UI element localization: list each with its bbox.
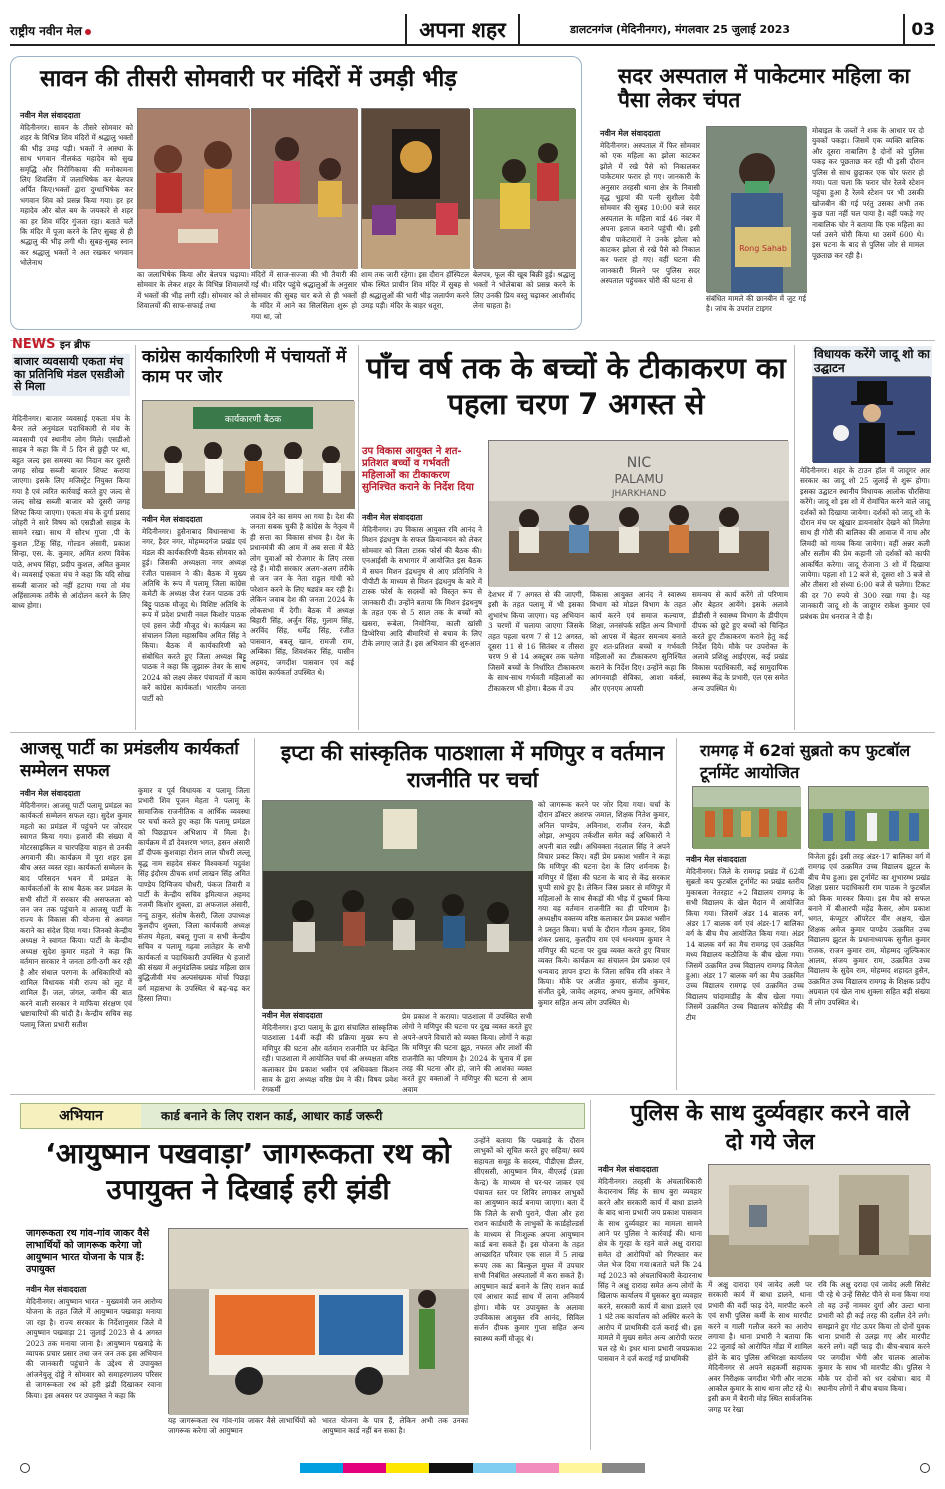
magic-body: मेदिनीनगर। शहर के टाउन हॉल में जादूगर आर सरकार का जादू शो 25 जुलाई से शुरू होगा। इसका उद्घाटन स्थानीय विधायक आलोक चौरसिया करेंगे। जादू शो इस शो में रोमांचित करने वाले जादू दर्शकों को दिखाया जायेगा। दर्शकों को जादू शो के दौरान मंच पर खूंखार डायनासोर देखने को मिलेगा साथ ही गोरी की बालिका की आवाज में नाच और लिमदी को गायब किया जायेगा। वहीं अन्नर कली और सलीम की प्रेम कहानी जो दर्शकों को काफी आकर्षित करेगा। जादू रोजाना 3 शो में दिखाया जायेगा। पहला शो 12 बजे से, दूसरा शो 3 बजे से और तीसरा शो संध्या 6:00 बजे से चलेगा। टिकट की दर 70 रुपये से 300 रखा गया है। यह जानकारी जादू शो के जादूगर राकेश कुमार एवं प्रबंधक प्रेम धनराज ने दी है।: [800, 466, 930, 621]
ayushman-col-1: नवीन मेल संवाददाता मेदिनीनगर। आयुष्मान भारत - मुख्यमंत्री जन आरोग्य योजना के तहत जिले में आयुष्मान पखवाड़ा मनाया जा रहा है। राज्य सरकार के निर्देशानुसार जिले में आयुष्मान पखवाड़ा 21 जुलाई 2023 से 4 अगस्त 2023 तक मनाया जाना है। आयुष्मान पखवाड़े के व्यापक प्रचार प्रसार तथा जन जन तक इस अभियान की जानकारी पहुंचाने के उद्देश्य से उपायुक्त आंजनेयुलू दोड्डे ने सोमवार को समाहरणालय परिसर से जागरूकता रथ को हरी झंडी दिखाकर रवाना किया। इस अवसर पर उपायुक्त ने कहा कि: [26, 1285, 162, 1400]
wall-text-nic: NIC: [626, 455, 652, 471]
sawan-photo-1: [137, 108, 249, 268]
color-calibration-strip: [300, 1463, 645, 1473]
ayushman-col-4: उन्होंने बताया कि पखवाड़े के दौरान लाभुकों को सूचित करते हुए सहिया/ स्वयं सहायता समूह के सदस्य, पीडीएस डीलर, सीएससी, आयुष्मान मित्र, वीएलई (प्रज्ञा केन्द्र) के माध्यम से घर-घर जाकर एवं पंचायत स्तर पर शिविर लगाकर लाभुकों का आयुष्मान कार्ड बनाया जाएगा। बता दें कि जिले के सभी पुराने, पीला और हरा राशन कार्डधारी के लाभुकों के कार्डहोल्डर्स के माध्यम से निःशुल्क अपना आयुष्मान कार्ड बना सकते हैं। इस योजना के तहत आच्छादित परिवार एक साल में 5 लाख रूपए तक का बिल्कुल मुफ्त में उपचार सभी निबंधित अस्पतालों में करा सकते हैं। आयुष्मान कार्ड बनाने के लिए राशन कार्ड एवं आधार कार्ड साथ में लाना अनिवार्य होगा। मौके पर उपायुक्त के अलावा उपविकास आयुक्त रवि आनंद, सिविल सर्जन दीपक कुमार गुप्ता सहित अन्य स्वास्थ्य कर्मी मौजूद थे।: [474, 1136, 584, 1343]
masthead-brand: राष्ट्रीय नवीन मेल: [10, 22, 91, 39]
ayushman-byline: नवीन मेल संवाददाता: [26, 1285, 87, 1294]
page-header: [10, 14, 935, 46]
football-photo: [692, 786, 800, 848]
vaccination-col-2: देशभर में 7 अगस्त से की जाएगी, इसी के तहत पलामू में भी इसका शुभारंभ किया जाएगा। यह अभियान 3 चरणों में चलाया जाएगा जिसके तहत पहला चरण 7 से 12 अगस्त, दूसरा 11 से 16 सितंबर व तीसरा चरण 9 से 14 अक्टूबर तक चलेगा जिसमें बच्चों के निर्धारित टीकाकरण के साथ-साथ गर्भवती महिलाओं का टीकाकरण भी होगा। बैठक में उप: [488, 590, 584, 693]
bag-label: Rong Sahab: [739, 244, 787, 253]
wall-text-jharkhand: JHARKHAND: [611, 489, 667, 499]
column-rule: [135, 345, 136, 730]
hospital-photo: [706, 126, 806, 292]
sawan-photo-2: [251, 108, 357, 268]
vaccination-photo: [488, 440, 788, 586]
column-rule: [794, 345, 795, 730]
registration-mark-icon: [920, 1463, 930, 1473]
congress-col-2: जवाब देने का समय आ गया है। देश की जनता सबक चुकी है कांग्रेस के नेतृत्व में ही सत्ता का विकास संभव है। देश के प्रधानमंत्री की आम में अब सत्ता में बैठे लोग युवाओं को रोजगार के लिए तरस रहे हैं। मोदी सरकार अलग-अलग तरीके से जन जन के नेता राहुल गांधी को परेशान करने के लिए षड्यंत्र कर रही है। लेकिन जवाब देश की जनता 2024 के लोकसभा में देगी। बैठक में अध्यक्ष बिहारी सिंह, अर्जुन सिंह, गुलाम सिंह, अरविंद सिंह, धर्मेंद्र सिंह, रंजीत पासवान, बबलू खान, रामजी राम, अम्बिका सिंह, शिवशंकर सिंह, यासीन अहमद, जगदीश पासवान एवं कई कांग्रेस कार्यकर्ता उपस्थित थे।: [250, 512, 354, 678]
hospital-byline: नवीन मेल संवाददाता: [600, 129, 661, 138]
sawan-headline: सावन की तीसरी सोमवारी पर मंदिरों में उमड़ी भीड़: [40, 66, 457, 92]
police-col-2: में अक्षु दारादा एवं जावेद अली पर सरकारी कार्य में बाधा डालने, थाना प्रभारी की वर्दी फाड़ देने, मारपीट करने एवं सभी पुलिस कर्मी के साथ मारपीट करने व गाली गलौज करने का आरोप लगाया है। थाना प्रभारी ने बताया कि 22 जुलाई को आरोपित गोंडा में शामिल होने के बाद पुलिस अभिरक्षा कार्यालय मेदिनीनगर से अपने सहकर्मी सहायक अवर निरीक्षक जगदीश भेंगी और नाटक आकौल कुमार के साथ थाना लौट रहे थे। इसी क्रम में बैरानी मोड़ स्थित सार्वजनिक जगह पर रेखा: [708, 1280, 812, 1414]
vaccination-col-1: नवीन मेल संवाददाता मेदिनीनगर। उप विकास आयुक्त रवि आनंद ने मिशन इंद्रधनुष के सफल क्रियान्वयन को लेकर सोमवार को जिला टास्क फोर्स की बैठक की। एनआईसी के सभागार में आयोजित इस बैठक में सघन मिशन इंद्रधनुष से आए प्रतिनिधि ने पीपीटी के माध्यम से मिशन इंद्रधनुष के बारे में टास्क फोर्स के सदस्यों को विस्तृत रूप से जानकारी दी। उन्होंने बताया कि मिशन इंद्रधनुष के तहत एक से 5 साल तक के बच्चों को खसरा, रूबेला, निमोनिया, काली खांसी डिप्थेरिया आदि बीमारियों से बचाव के लिए टीके लगाए जाते हैं। इस अभियान की शुरुआत: [362, 513, 482, 649]
hospital-headline: सदर अस्पताल में पाकेटमार महिला का पैसा लेकर चंपत: [618, 64, 910, 113]
football-col-2: विजेता हुई। इसी तरह अंडर-17 बालिका वर्ग में रामगढ़ एवं उत्क्रमित उच्च विद्यालय झूटल के बीच मैच हुआ। इस टूर्नामेंट का शुभारम्भ प्रखंड शिक्षा प्रसार पदाधिकारी राम पाठक ने फुटबॉल को किक मारकर किया। इस मैच को सफल बनाने में बीआरपी महेंद्र कैसर, ओम प्रकाश भगत, कंप्यूटर ऑपरेटर वीर अक्षय, खेल शिक्षक अमेज कुमार पाण्डेय उत्क्रमित उच्च विद्यालय झुटल के प्रधानाध्यापक सुनील कुमार राजक, राजन कुमार राम, मोहम्मद जुल्फिकार आलम, संजय कुमार राम, उत्क्रमित उच्च विद्यालय के सुदेव राम, मोहम्मद शहादत हुसैन, उत्क्रमित उच्च विद्यालय रामगढ़ के शिक्षक प्रदीप अग्रवाल एवं खेल नाथ शुक्ला सहित बड़ी संख्या में लोग उपस्थित थे।: [808, 852, 930, 1007]
vaccination-byline: नवीन मेल संवाददाता: [362, 513, 423, 522]
wall-text-palamu: PALAMU: [614, 472, 664, 486]
dateline: डालटनगंज (मेदिनीनगर), मंगलवार 25 जुलाई 2023: [570, 23, 791, 36]
ayushman-col-3: भारत योजना के पात्र हैं, लेकिन अभी तक उनका आयुष्मान कार्ड नहीं बन सका है।: [322, 1416, 468, 1436]
column-rule: [358, 345, 359, 730]
magic-headline: विधायक करेंगे जादू शो का उद्घाटन: [812, 346, 932, 378]
sawan-col-1: नवीन मेल संवाददाता मेदिनीनगर। सावन के तीसरे सोमवार को शहर के विभिन्न शिव मंदिरों में श्रद्धालु भक्तों की भीड़ उमड़ पड़ी। भक्तों ने आस्था के साथ भगवान नीलकंठ महादेव को सुख समृद्धि और निरोगिकाया की मनोकामना लिए शिवलिंग में जलाभिषेक कर बेलपत्र अर्पित किए।भक्तों द्वारा दुग्धाभिषेक कर भगवान शिव को प्रसन्न किया गया। हर हर महादेव और बोल बम के जयकारे से शहर का हर शिव मंदिर गुंजता रहा। बताते चलें कि मंदिर में पूजा करने के लिए सुबह से ही श्रद्धालु की भीड़ लगी थी। सुबह-सुबह स्नान कर श्रद्धालु भक्तों ने अत रखकर भगवान भोलेनाथ: [20, 111, 133, 268]
page-number: 03: [903, 14, 935, 46]
sawan-photo-3: [361, 108, 469, 268]
police-col-1: नवीन मेल संवाददाता मेदिनीनगर। तरहसी के अंचलाधिकारी केदारनाथ सिंह के साथ बुरा व्यवहार करने और सरकारी कार्य में बाधा डालने के बाद थाना प्रभारी जय प्रकाश पासवान के साथ दुर्व्यवहार का मामला सामने आने पर पुलिस ने कार्रवाई की। थाना क्षेत्र के गुरहा के रहने वाले अक्षु दारादा समेत दो आरोपियों को गिरफ्तार कर जेल भेज दिया गया।बताते चलें कि 24 मई 2023 को अंचलाधिकारी केदारनाथ सिंह ने अक्षु दारादा समेत अन्य लोगों के खिलाफ कार्यालय में घुसकर बुरा व्यवहार करने, सरकारी कार्य में बाधा डालने एवं 1 घंटे तक कार्यालय को अस्थिर करने के आरोप में प्राथमिकी दर्ज कराई थी। इस मामले में मुख्य समेत अन्य आरोपी फरार चल रहे थे। इधर थाना प्रभारी जयप्रकाश पासवान ने दर्ज कराई गई प्राथमिकी: [598, 1165, 702, 1363]
congress-banner-text: कार्यकारणी बैठक: [224, 415, 282, 425]
football-photo-2: [808, 786, 928, 848]
row-divider: [10, 732, 935, 733]
ipta-col-3: को जागरूक करने पर जोर दिया गया। चर्चा के दौरान डॉक्टर अशरफ जमाल, शिक्षक नितेश कुमार, अनिल पाण्डेय, अविनाश, राजीव रंजन, केडी ओझा, अभ्युदय तर्कशील समेत कई अधिकारों ने अपनी बात रखी। अधिवक्ता नंदलाल सिंह ने अपने विचार प्रकट किए। वहीं प्रेम प्रकाश भसीन ने कहा कि मणिपुर की घटना देश के लिए शर्मनाक है। मणिपुर में हिंसा की घटना के बाद से केंद्र सरकार चुप्पी साधे हुए है। लेकिन जिस प्रकार से मणिपुर में महिलाओं के साथ सैकड़ों की भीड़ में दुष्कर्म किया गया वह वर्तमान राजनीति का ही परिणाम है। अध्यक्षीय वक्तव्य वरिष्ठ कलाकार प्रेम प्रकाश भसीन ने प्रस्तुत किया। चर्चा के दौरान गौतम कुमार, शिव शंकर प्रसाद, कुलदीप राम एवं धनश्याम कुमार ने मणिपुर की घटना पर दुख व्यक्त करते हुए विचार व्यक्त किये। कार्यक्रम का संचालन प्रेम प्रकाश एवं धन्यवाद ज्ञापन इप्टा के जिला सचिव रवि शंकर ने किया। मौके पर अजीत कुमार, संजीव कुमार, संजीत दुबे, जावेद अहमद, अभय कुमार, अभिषेक कुमार सहित अन्य लोग उपस्थित थे।: [538, 800, 670, 1007]
brief-body: मेदिनीनगर। बाजार व्यवसाई एकता मंच के बैनर तले अनुमंडल पदाधिकारी से मंच के व्यवसायी एवं स्थानीय लोग मिले। एसडीओ साहब ने कहा कि में 5 दिन से छुट्टी पर था, बहुत जल्द इस समस्या का निदान कर दूसरी जगह सोख सब्जी बाजार शिफ्ट कराया जाएगा। इसके लिए मजिस्ट्रेट नियुक्त किया गया है एवं त्वरित कार्रवाई करते हुए जल्द से जल्द सोख सब्जी बाजार को दूसरी जगह शिफ्ट किया जाएगा। एकता मंच के दुर्गा प्रसाद जोहरी ने सारे विषय को एसडीओ साहब के सामने रखा। साथ में सौरभ गुप्ता ,पी के कुशल ,टिंकू सिंह, गोल्डन अंसारी, प्रकाश सिन्हा, एस. के. कुमार, अमित शरण विवेक पाठे, अभय सिंहा, प्रदीप कुशल, अमित कुमार थे। व्यवसाई एकता मंच ने कहा कि यदि सोख सब्जी बाजार को नहीं हटाया गया तो मंच अहिंसात्मक तरीके से आंदोलन करने के लिए बाध्य होगा।: [12, 414, 130, 611]
sawan-byline: नवीन मेल संवाददाता: [20, 111, 81, 120]
magic-photo: [812, 376, 930, 462]
campaign-bar: [20, 1103, 585, 1129]
registration-mark-icon: [20, 1463, 30, 1473]
vaccination-headline: पाँच वर्ष तक के बच्चों के टीकाकरण का पहला चरण 7 अगस्त से: [366, 351, 786, 422]
ayushman-subhead: जागरूकता रथ गांव-गांव जाकर वैसे लाभार्थियों को जागरूक करेगा जो आयुष्मान भारत योजना के पात्र हैं: उपायुक्त: [26, 1228, 150, 1275]
ayushman-headline: ‘आयुष्मान पखवाड़ा’ जागरूकता रथ को उपायुक्त ने दिखाई हरी झंडी: [45, 1137, 451, 1207]
vaccination-col-3: विकास आयुक्त आनंद ने स्वास्थ्य विभाग को मोडल विभाग के तहत कार्य करने एवं समाज कल्याण, शिक्षा, जनसंपर्क सहित अन्य विभागों को आपस में बेहतर समन्वय बनाते हुए शत-प्रतिशत बच्चों व गर्भवती महिलाओं का टीकाकरण सुनिश्चित कराने के निर्देश दिए। उन्होंने कहा कि आंगनवाड़ी सेविका, आशा वर्कर्स, और एएनएम आपसी: [590, 590, 686, 693]
hospital-col-2: मोबाइल के जब्तों ने शक के आधार पर दो युवकों पकड़ा। जिसमें एक व्यक्ति बालिक और दूसरा नाबालिग है दोनों को पुलिस पकड़ कर पूछताछ कर रही थी इसी दौरान पुलिस से साथ छुड़ाकर एक चोर फरार हो गया। पता चला कि फरार चोर रेलवे स्टेशन पहुंचा हुआ है रेलवे स्टेशन पर भी उसकी खोजबीन की गई परंतु उसका अभी तक कुछ पता नहीं चल पाया है। वहीं पकड़े गए नाबालिक चोर ने बताया कि एक महिला का पर्स उसने चोरी किया था उसमें 600 थे। इस घटना के बाद से पुलिस जोर से मामल पूछताछ कर रही है।: [812, 126, 924, 260]
police-col-3: रवि कि अक्षु दरादा एवं जावेद अली सिसेट पी रहे थे उन्हें सिसेट पीने से मना किया गया तो वह उन्हें नामवर दुर्गा और उल्टा थाना प्रभारी को ही कई तरह की दलील देने लगे। समझाने हुए गोट ऊपर किया तो दोनों युवक थाना प्रभारी से उलझ गए और मारपीट करने लगे। वहीं फाड़ दी। बीच-बचाव करने पर जगदीश भेंगी और चालक आलोक कुमार के साथ भी मारपीट की। पुलिस ने मौके पर दोनों को धर दबोचा। बाद में स्थानीय लोगों ने बीच बचाव किया।: [818, 1280, 930, 1394]
ipta-headline: इप्टा की सांस्कृतिक पाठशाला में मणिपुर व वर्तमान राजनीति पर चर्चा: [280, 741, 665, 793]
congress-byline: नवीन मेल संवाददाता: [142, 515, 203, 524]
police-headline: पुलिस के साथ दुर्व्यवहार करने वाले दो गये जेल: [630, 1101, 910, 1155]
column-rule: [590, 1100, 591, 1450]
sawan-col-4: शाम तक जारी रहेगा। इस दौरान हॉस्पिटल चौक स्थित प्राचीन शिव मंदिर में सुबह से ही श्रद्धालुओं की भारी भीड़ जलार्पण करने उमड़ पड़ी। मंदिर के बाहर धतूरा,: [361, 270, 469, 311]
hospital-col-1: नवीन मेल संवाददाता मेदिनीनगर। अस्पताल में फिर सोमवार को एक महिला का झोला काटकर झोले में रखे पैसे को निकालकर पाकेटमार फरार हो गए। जानकारी के अनुसार तरहसी थाना क्षेत्र के निवासी वृद्ध भुइयां की पत्नी सुशीला देवी सोमवार की सुबह 10:00 बजे सदर अस्पताल के महिला वार्ड 46 नंबर में अपना इलाज कराने पहुंची थी। इसी बीच पाकेटमारों ने उनके झोला को काटकर झोला से रखे पैसे को निकाल कर फरार हो गए। वहीं घटना की जानकारी मिलने पर पुलिस सदर अस्पताल पहुंचकर चोरी की घटना से: [600, 129, 700, 286]
police-photo: [708, 1164, 930, 1276]
sawan-col-5: बेलपत्र, फूल की खूब बिक्री हुई। श्रद्धालु भक्तों ने भोलेबाबा को प्रसन्न करने के लिए उनकी प्रिय वस्तु चढ़ाकर आशीर्वाद लेना चाहता है।: [473, 270, 575, 311]
ayushman-photo: [168, 1228, 468, 1414]
ajsu-col-2: कुमार व पूर्व विधायक व पलामू जिला प्रभारी शिव पूजन मेहता ने पलामू के सामाजिक राजनीतिक व आर्थिक व्यवस्था पर चर्चा करते हुए कहा कि पलामू प्रमंडल को पिछड़ापन अभिशाप में मिला है। कार्यक्रम में डॉ देवशरण भगत, हसन अंसारी डॉ दीपक कुशवाहा रोशन लाल चौधरी लल्लू बृद्ध नाम सहदेव संकर विश्वकर्मा यदुवंश सिंह इंदौरम ठीचक शर्मा लाखन सिंह अमित पाण्डेय दिग्विजय चौधरी, पंकज तिवारी व पार्टी के केन्द्रीय सचिव इमित्याज अहमद नजमी किशोर शुक्ला, डा अफजाल अंसारी, नन्दु ठाकुर, संतोष केसरी, जिला उपाध्यक्ष कुलदीप शुक्ला, जिला कार्यकारी अध्यक्ष संजय मेहता, बबलू गुप्ता व सभी केन्द्रीय सचिव व पलामू गढ़वा लातेहार के सभी कार्यकर्ता व पदाधिकारी उपस्थित थे हजारों की संख्या में अनुमंडलिक प्रखंड महिला छात्र बुद्धिजीवी मंच अल्पसंख्यक मोर्चा पिछड़ा वर्ग महासभा के उपस्थित थे बढ़-चढ़ कर हिस्सा लिया।: [138, 786, 250, 1004]
brief-headline: बाजार व्यवसायी एकता मंच का प्रतिनिधि मंडल एसडीओ से मिला: [12, 354, 130, 396]
congress-headline: कांग्रेस कार्यकारिणी में पंचायतों में काम पर जोर: [142, 347, 347, 387]
ipta-photo: [262, 800, 532, 1008]
ipta-col-1: नवीन मेल संवाददाता मेदिनीनगर। इप्टा पलामू के द्वारा संचालित सांस्कृतिक पाठशाला 14वीं कड़ी की प्रक्रिया मुख्य रूप से मणिपुर की घटना और वर्तमान राजनीति पर केन्द्रित रही। पाठशाला में आयोजित चर्चा की अध्यक्षता वरिष्ठ कलाकार प्रेम प्रकाश भसीन एवं अधिवक्ता किशन साव के द्वारा अध्यक्ष वरिष्ठ प्रेम ने की। विषय प्रवेश रंगकर्मी: [262, 1011, 398, 1095]
ipta-col-2: प्रेम प्रकाश ने कराया। पाठशाला में उपस्थित सभी लोगो ने मणिपुर की घटना पर दुख व्यक्त करते हुए अपने-अपने विचारों को व्यक्त किया। लोगों ने कहा कि मणिपुर की घटना झूठ, नफरत और लाशों की राजनीति का परिणाम है। 2024 के चुनाव में इस तरह की घटना और हो, जाने की आशंका व्यक्त करते हुए वक्ताओं ने मणिपुर की घटना से आम अवाम: [402, 1012, 532, 1094]
sawan-photo-4: [473, 108, 575, 268]
row-divider: [10, 340, 935, 341]
ipta-byline: नवीन मेल संवाददाता: [262, 1011, 323, 1020]
ajsu-headline: आजसू पार्टी का प्रमंडलीय कार्यकर्ता सम्मेलन सफल: [20, 739, 239, 782]
vaccination-col-4: समन्वय से कार्य करेंगे तो परिणाम और बेहतर आयेंगे। इसके अलावे डीडीसी ने स्वास्थ्य विभाग के डीपीएम दीपक को छूटे हुए बच्चों को चिन्हित करते हुए टीकाकरण कराने हेतु कई निर्देश दिये। मौके पर उपरोक्त के अलावे प्रशिक्षु आईएएस, कई प्रखंड विकास पदाधिकारी, कई सामुदायिक स्वास्थ्य केंद्र के प्रभारी, एल एस समेत अन्य उपस्थित थे।: [692, 590, 788, 693]
section-title: अपना शहर: [405, 14, 520, 46]
sawan-col-2: का जलाभिषेक किया और बेलपत्र चढ़ाया। सोमवार के लेकर शहर के विभिन्न शिवालयों में भक्तों की भीड़ लगी रही। सोमवार को ले शिवालयों की साफ-सफाई तथा: [137, 270, 249, 311]
congress-col-1: नवीन मेल संवाददाता मेदिनीनगर। हुसैनाबाद विधानसभा के नगर, हैदर नगर, मोहम्मदगंज प्रखंड एवं मंडल की कार्यकारिणी बैठक सोमवार को हुई। जिसकी अध्यक्षता नगर अध्यक्ष रंजीत पासवान ने की। बैठक में मुख्य अतिथि के रूप में पलामू जिला कांग्रेस कमेटी के अध्यक्ष जैश रंजन पाठक उर्फ बिट्टू पाठक मौजूद थे। विशिष्ट अतिथि के रूप में प्रदेश प्रभारी नवल किशोर पाठक एवं हसन जेदी मौजूद थे। कार्यक्रम का संचालन जिला महासचिव अमित सिंह ने किया। बैठक में कार्यकारिणी को संबोधित करते हुए जिला अध्यक्ष बिट्टू पाठक ने कहा कि जुझारू तेवर के साथ 2024 को लक्ष्य लेकर पंचायतों में काम करें कांग्रेस कार्यकर्ता। भारतीय जनता पार्टी को: [142, 515, 246, 703]
sawan-col-3: मंदिरों में साज-सज्जा की भी तैयारी की गई थी। मंदिर पहुंचे श्रद्धालुओं के अनुसार सोमवार की सुबह चार बजे से ही भक्तों के मंदिर में आने का सिलसिला शुरू हो गया था, जो: [251, 270, 357, 321]
football-col-1: नवीन मेल संवाददाता मेदिनीनगर। जिले के रामगढ़ प्रखंड में 62वीं सुब्रतो कप फुटबॉल टूर्नामेंट का प्रखंड स्तरीय मुकाबला नेतरहाट +2 विद्यालय रामगढ़ के सभी विद्यालय के खेल मैदान में आयोजित किया गया। जिसमें अंडर 14 बालक वर्ग, अंडर 17 बालक वर्ग एवं अंडर-17 बालिका वर्ग के बीच मैच आयोजित किया गया। अंडर 14 बालक वर्ग का मैच रामगढ़ एवं उत्क्रमित मध्य विद्यालय कठौतिया के बीच खेला गया। जिसमें उत्क्रमित उच्च विद्यालय रामगढ़ विजेता हुआ। अंडर 17 बालक वर्ग का मैच उत्क्रमित उच्च विद्यालय रामगढ़ एवं उत्क्रमित उच्च विद्यालय चांदामाडीह के बीच खेला गया। जिसमें उत्क्रमित उच्च विद्यालय कोरेडीह की टीम: [686, 855, 804, 1022]
ajsu-col-1: नवीन मेल संवाददाता मेदिनीनगर। आजसू पार्टी पलामू प्रमंडल का कार्यकर्ता सम्मेलन सफल रहा। सुदेश कुमार महतो का प्रमंडल में पहुंचने पर जोरदार स्वागत किया गया। हजारों की संख्या में मोटरसाइकिल व चारपहिया वाहन से उनकी अगवानी की। कार्यक्रम में पूरा शहर इस बीच अस्त व्यस्त रहा। कार्यकर्ता सम्मेलन के बाद परिसदन भवन में प्रमंडल के कार्यकर्ताओं के साथ बैठक कर प्रमंडल के सभी सीटों में सरकार की असफलता को जन जन तक पहुंचाने व आजसू पार्टी के राज्य के विकास की योजना से अवगत कराने का संदेश दिया गया। जिनको केन्द्रीय अध्यक्ष ने स्वागत किया। पार्टी के केन्द्रीय अध्यक्ष सुदेश कुमार महतो ने कहा कि वर्तमान सरकार ने जनता ठगी-ठगी कर रही है और संथाल परगना के अधिकारियों को शामिल विधायक मंत्री राज्य को लूट में शामिल हैं। जल, जंगल, जमीन की बात करने वाली सरकार ने माफिया संरक्षण एवं भ्रष्टाचारियों की चांदी है। केन्द्रीय सचिव सह पलामू जिला प्रभारी सतीश: [20, 789, 132, 1029]
ayushman-col-2: यह जागरूकता रथ गांव-गांव जाकर वैसे लाभार्थियों को जागरूक करेगा जो आयुष्मान: [168, 1416, 316, 1436]
column-rule: [676, 738, 677, 1090]
congress-photo: [142, 400, 354, 508]
ajsu-byline: नवीन मेल संवाददाता: [20, 789, 81, 798]
column-rule: [254, 738, 255, 1090]
football-byline: नवीन मेल संवाददाता: [686, 855, 747, 864]
hospital-caption: संबंधित मामले की छानबीन में जुट गई है। जांच के उपरांत टाइगर: [706, 294, 806, 314]
news-in-brief-tag: NEWS इन ब्रीफ: [12, 337, 90, 352]
football-headline: रामगढ़ में 62वां सुब्रतो कप फुटबॉल टूर्नामेंट आयोजित: [700, 741, 911, 782]
campaign-tag: अभियान: [21, 1104, 141, 1128]
campaign-text: कार्ड बनाने के लिए राशन कार्ड, आधार कार्ड जरूरी: [161, 1109, 383, 1123]
row-divider: [10, 1094, 935, 1095]
police-byline: नवीन मेल संवाददाता: [598, 1165, 659, 1174]
vaccination-subhead: उप विकास आयुक्त ने शत-प्रतिशत बच्चों व गर्भवती महिलाओं का टीकाकरण सुनिश्चित कराने के निर्देश दिया: [362, 446, 474, 493]
